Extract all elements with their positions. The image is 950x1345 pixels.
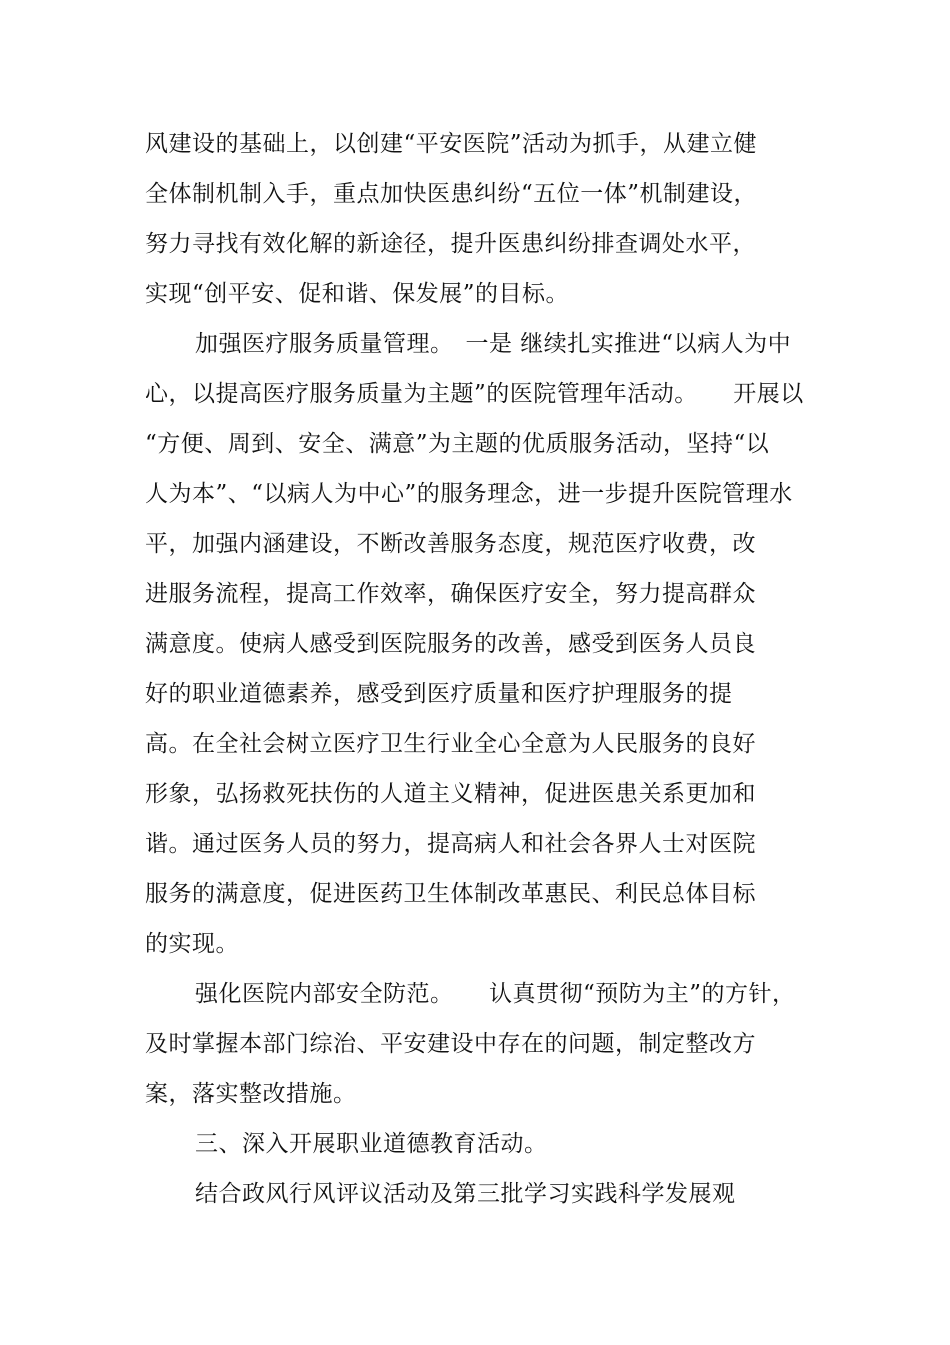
text-line: 好的职业道德素养，感受到医疗质量和医疗护理服务的提 (145, 681, 733, 707)
section-heading: 三、深入开展职业道德教育活动。 (195, 1131, 548, 1157)
text-line: 进服务流程，提高工作效率，确保医疗安全，努力提高群众 (145, 581, 756, 607)
text-line: 努力寻找有效化解的新途径，提升医患纠纷排查调处水平， (145, 231, 756, 257)
text-line: 形象，弘扬救死扶伤的人道主义精神，促进医患关系更加和 (145, 781, 756, 807)
text-line: 全体制机制入手，重点加快医患纠纷“五位一体”机制建设， (145, 181, 758, 207)
text-line: 实现“创平安、促和谐、保发展”的目标。 (145, 281, 570, 307)
text-line: 高。在全社会树立医疗卫生行业全心全意为人民服务的良好 (145, 731, 756, 757)
text-line: 服务的满意度，促进医药卫生体制改革惠民、利民总体目标 (145, 881, 756, 907)
text-line: 平，加强内涵建设，不断改善服务态度，规范医疗收费，改 (145, 531, 756, 557)
text-line: 满意度。使病人感受到医院服务的改善，感受到医务人员良 (145, 631, 756, 657)
text-line: 谐。通过医务人员的努力，提高病人和社会各界人士对医院 (145, 831, 756, 857)
text-line: “方便、周到、安全、满意”为主题的优质服务活动，坚持“以 (145, 431, 770, 457)
paragraph-heading: 强化医院内部安全防范。 认真贯彻“预防为主”的方针， (195, 981, 796, 1007)
text-line: 风建设的基础上，以创建“平安医院”活动为抓手，从建立健 (145, 131, 758, 157)
text-line: 的实现。 (145, 931, 239, 957)
paragraph-heading: 加强医疗服务质量管理。 一是 继续扎实推进“以病人为中 (195, 331, 792, 357)
text-line: 案，落实整改措施。 (145, 1081, 357, 1107)
text-line: 结合政风行风评议活动及第三批学习实践科学发展观 (195, 1181, 736, 1207)
text-line: 人为本”、“以病人为中心”的服务理念，进一步提升医院管理水 (145, 481, 793, 507)
text-line: 及时掌握本部门综治、平安建设中存在的问题，制定整改方 (145, 1031, 756, 1057)
text-line: 心，以提高医疗服务质量为主题”的医院管理年活动。 开展以 (145, 381, 804, 407)
